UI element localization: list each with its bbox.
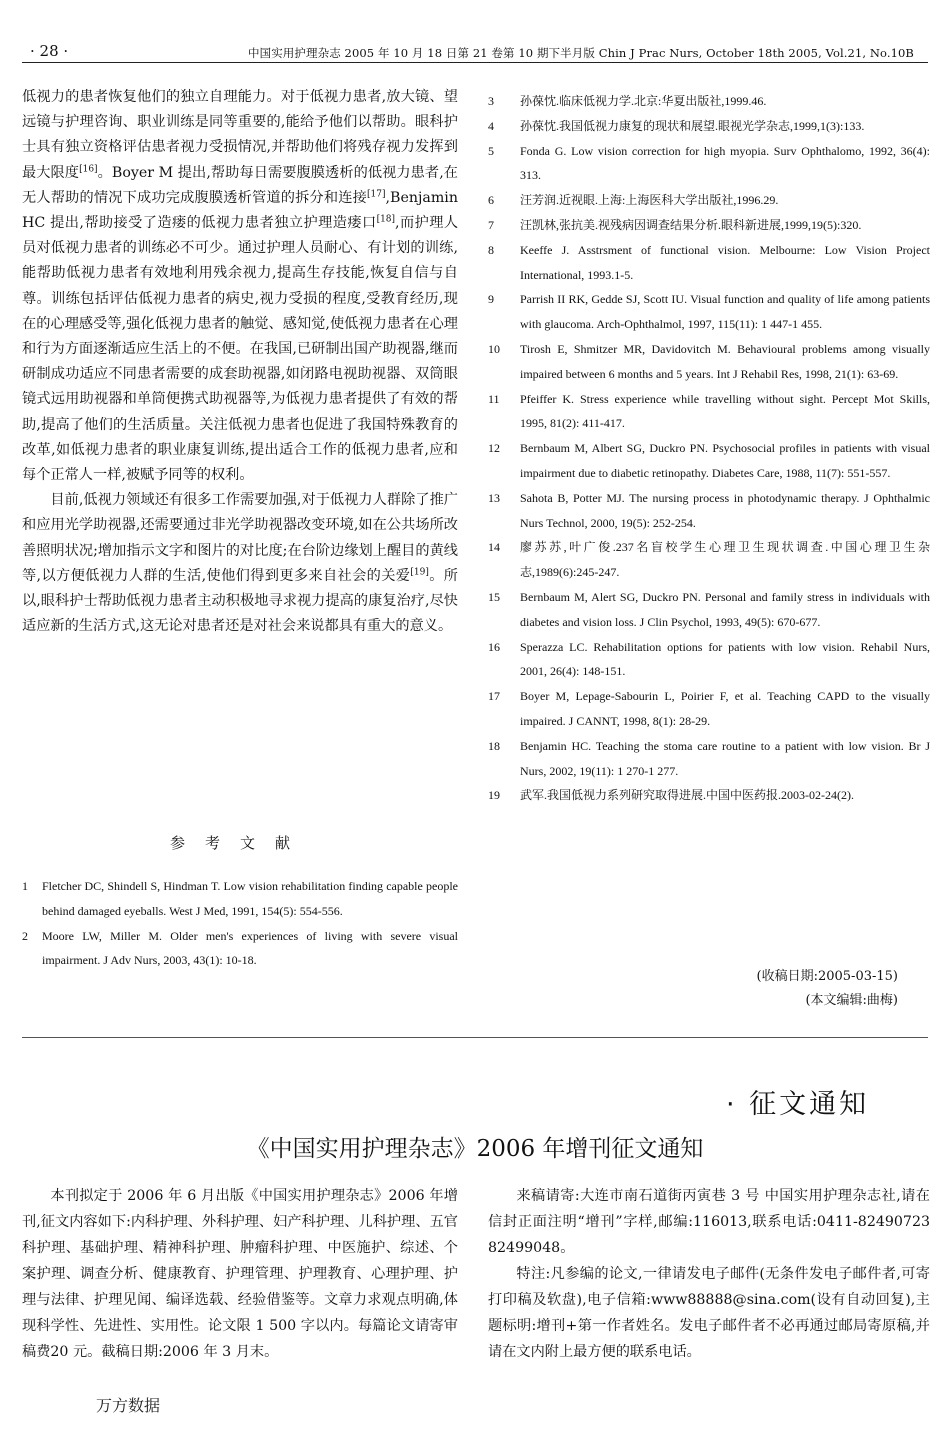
reference-item: 4 孙葆忱.我国低视力康复的现状和展望.眼视光学杂志,1999,1(3):133.: [488, 118, 865, 133]
reference-item: 7 汪凯林,张抗美.视残病因调查结果分析.眼科新进展,1999,19(5):320.: [488, 217, 862, 232]
reference-item: 3 孙葆忱.临床低视力学.北京:华夏出版社,1999.46.: [488, 94, 767, 108]
page-number: · 28 ·: [30, 42, 69, 60]
reference-item: 11 Pfeiffer K. Stress experience while travelling without sight. Percept Mot Skills, 1995, 81(2): 411-417.: [488, 391, 930, 431]
reference-item: 8 Keeffe J. Asstrsment of functional vision. Melbourne: Low Vision Project International, 1993.1-5.: [488, 242, 930, 282]
notice-right-column: [488, 1183, 930, 1365]
reference-list-left: [22, 874, 458, 973]
watermark-text: 万方数据: [96, 1396, 161, 1415]
reference-item: 1 Fletcher DC, Shindell S, Hindman T. Low vision rehabilitation finding capable people behind damaged eyeballs. West J Med, 1991, 154(5): 554-556.: [22, 879, 458, 918]
reference-item: 19 武军.我国低视力系列研究取得进展.中国中医药报.2003-02-24(2).: [488, 788, 854, 803]
notice-paragraph: 来稿请寄:大连市南石道街丙寅巷 3 号 中国实用护理杂志社,请在信封正面注明“增刊”字样,邮编:116013,联系电话:0411-82490723 82499048。: [488, 1188, 930, 1256]
journal-citation-line: 中国实用护理杂志 2005 年 10 月 18 日第 21 卷第 10 期下半月版 Chin J Prac Nurs, October 18th 2005, Vol.21, No.10B: [248, 46, 914, 60]
reference-item: 5 Fonda G. Low vision correction for high myopia. Surv Ophthalomo, 1992, 36(4): 313.: [488, 143, 930, 183]
citation-18: [18]: [376, 214, 396, 225]
reference-item: 13 Sahota B, Potter MJ. The nursing process in photodynamic therapy. J Ophthalmic Nurs Technol, 2000, 19(5): 252-254.: [488, 490, 930, 530]
references-heading: 参考文献: [169, 834, 310, 852]
notice-paragraph: 本刊拟定于 2006 年 6 月出版《中国实用护理杂志》2006 年增刊,征文内容如下:内科护理、外科护理、妇产科护理、儿科护理、五官科护理、基础护理、精神科护理、肿瘤科护理、中医施护、综述、个案护理、调查分析、健康教育、护理管理、护理教育、心理护理、护理与法律、护理见闻、编译选载、经验借鉴等。文章力求观点明确,体现科学性、先进性、实用性。论文限 1 500 字以内。每篇论文请寄审稿费20 元。截稿日期:2006 年 3 月末。: [22, 1188, 458, 1360]
notice-title: 《中国实用护理杂志》2006 年增刊征文通知: [246, 1136, 704, 1162]
reference-item: 12 Bernbaum M, Albert SG, Duckro PN. Psychosocial profiles in patients with visual impairment due to diabetic retinopathy. Diabetes Care, 1988, 11(7): 551-557.: [488, 441, 930, 480]
received-date: (收稿日期:2005-03-15): [756, 969, 898, 984]
section-divider: [22, 1037, 928, 1038]
reference-item: 10 Tirosh E, Shmitzer MR, Davidovitch M. Behavioural problems among visually impaired between 6 months and 5 years. Int J Rehabil Res, 1998, 21(1): 63-69.: [488, 341, 930, 381]
reference-item: 6 汪芳润.近视眼.上海:上海医科大学出版社,1996.29.: [488, 193, 779, 208]
received-and-editor-note: [757, 965, 898, 1013]
citation-16: [16]: [79, 163, 98, 174]
citation-19: [19]: [410, 567, 429, 578]
running-header: [22, 40, 928, 63]
citation-17: [17]: [367, 189, 386, 200]
editor-credit: (本文编辑:曲梅): [805, 993, 898, 1008]
body-paragraph-1: 低视力的患者恢复他们的独立自理能力。对于低视力患者,放大镜、望远镜与护理咨询、职业训练是同等重要的,能给予他们以帮助。眼科护士具有独立资格评估患者视力受损情况,并帮助他们将残存视力发挥到最大限度[16]。Boyer M 提出,帮助每日需要腹膜透析的低视力患者,在无人帮助的情况下成功完成腹膜透析管道的拆分和连接[17],Benjamin HC 提出,帮助接受了造瘘的低视力患者独立护理造瘘口[18],而护理人员对低视力患者的训练必不可少。通过护理人员耐心、有计划的训练,能帮助低视力患者有效地利用残余视力,提高生存技能,恢复自信与自尊。训练包括评估低视力患者的病史,视力受损的程度,受教育经历,现在的心理感受等,强化低视力患者的触觉、感知觉,使低视力患者在心理和行为方面逐渐适应生活上的不便。在我国,已研制出国产助视器,继而研制成功适应不同患者需要的成套助视器,如闭路电视助视器、双筒眼镜式远用助视器和单筒便携式助视器等,为低视力患者提供了有效的帮助,提高了他们的生活质量。关注低视力患者也促进了我国特殊教育的改革,如低视力患者的职业康复训练,提出适合工作的低视力患者,应和每个正常人一样,被赋予同等的权利。: [22, 89, 459, 484]
article-body-left-column: [22, 85, 458, 639]
reference-item: 18 Benjamin HC. Teaching the stoma care routine to a patient with low vision. Br J Nurs, 2002, 19(11): 1 270-1 277.: [488, 738, 930, 778]
reference-item: 17 Boyer M, Lepage-Sabourin L, Poirier F, et al. Teaching CAPD to the visually impaired. J CANNT, 1998, 8(1): 28-29.: [488, 689, 930, 728]
notice-left-column: [22, 1183, 458, 1365]
body-paragraph-2: 目前,低视力领域还有很多工作需要加强,对于低视力人群除了推广和应用光学助视器,还需要通过非光学助视器改变环境,如在公共场所改善照明状况;增加指示文字和图片的对比度;在台阶边缘划上醒目的黄线等,以方便低视力人群的生活,使他们得到更多来自社会的关爱[19]。所以,眼科护士帮助低视力患者主动积极地寻求视力提高的康复治疗,尽快适应新的生活方式,这无论对患者还是对社会来说都具有重大的意义。: [22, 492, 458, 635]
notice-paragraph: 特注:凡参编的论文,一律请发电子邮件(无条件发电子邮件者,可寄打印稿及软盘),电子信箱:www88888@sina.com(设有自动回复),主题标明:增刊+第一作者姓名。发电子邮件者不必再通过邮局寄原稿,并请在文内附上最方便的联系电话。: [488, 1266, 930, 1360]
reference-item: 14 廖苏苏,叶广俊.237名盲校学生心理卫生现状调查.中国心理卫生杂志,1989(6):245-247.: [488, 540, 930, 580]
reference-item: 9 Parrish II RK, Gedde SJ, Scott IU. Visual function and quality of life among patients with glaucoma. Arch-Ophthalmol, 1997, 115(11): 1 447-1 455.: [488, 292, 930, 332]
notice-section-tag: · 征文通知: [726, 1089, 870, 1120]
reference-item: 16 Sperazza LC. Rehabilitation options for patients with low vision. Rehabil Nurs, 2001, 26(4): 148-151.: [488, 639, 930, 679]
reference-list-right: [488, 89, 930, 808]
reference-item: 2 Moore LW, Miller M. Older men's experiences of living with severe visual impairment. J Adv Nurs, 2003, 43(1): 10-18.: [22, 928, 458, 968]
reference-item: 15 Bernbaum M, Alert SG, Duckro PN. Personal and family stress in individuals with diabetes and vision loss. J Clin Psychol, 1993, 49(5): 670-677.: [488, 589, 930, 629]
